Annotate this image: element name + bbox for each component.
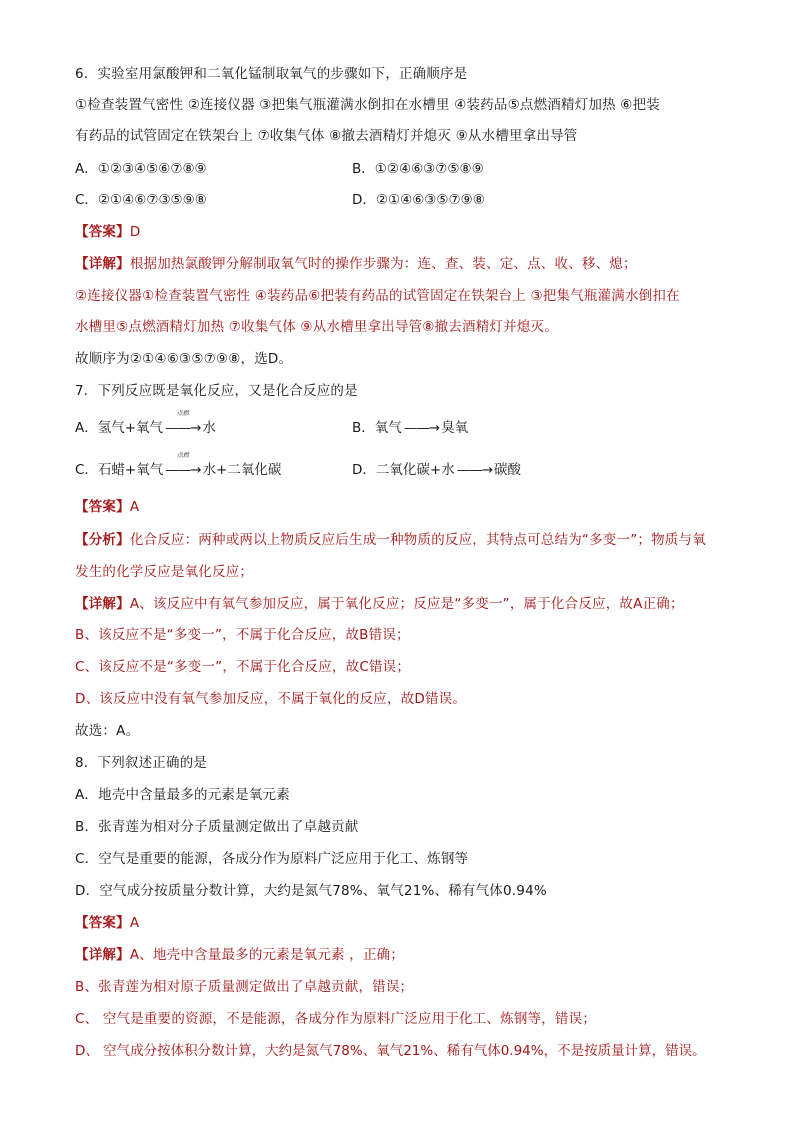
q8-detail-a-text: A、地壳中含量最多的元素是氧元素 ，正确； <box>129 947 405 963</box>
q7-option-c-arrow-glyph: ——→ <box>165 462 201 478</box>
q7-option-c-arrow <box>165 452 201 479</box>
q8-answer-tag: 【答案】 <box>75 915 130 931</box>
q6-stem: 6．实验室用氯酸钾和二氧化锰制取氧气的步骤如下，正确顺序是 <box>75 66 468 82</box>
q7-option-a-arrow-glyph: ——→ <box>165 420 201 436</box>
q6-detail-line3: 水槽里⑤点燃酒精灯加热 ⑦收集气体 ⑨从水槽里拿出导管⑧撤去酒精灯并熄灭。 <box>75 319 558 335</box>
q6-option-d: D．②①④⑥③⑤⑦⑨⑧ <box>352 192 485 208</box>
q7-option-b <box>352 419 468 437</box>
q6-answer-tag: 【答案】 <box>75 224 130 240</box>
q7-option-b-reactants: 氧气 <box>374 420 402 436</box>
q7-answer <box>75 498 139 516</box>
q7-option-d-label: D． <box>352 462 376 478</box>
q7-stem: 7．下列反应既是氧化反应，又是化合反应的是 <box>75 383 358 399</box>
q7-option-a-reactants: 氢气+氧气 <box>97 420 164 436</box>
q7-detail-b: B、该反应不是“多变一”，不属于化合反应，故B错误； <box>75 627 410 643</box>
q6-steps-line2: 有药品的试管固定在铁架台上 ⑦收集气体 ⑧撤去酒精灯并熄灭 ⑨从水槽里拿出导管 <box>75 128 578 144</box>
q7-option-b-label: B． <box>352 420 375 436</box>
q6-option-b: B．①②④⑥③⑦⑤⑧⑨ <box>352 161 484 177</box>
q7-option-d-arrow-glyph: ——→ <box>456 462 493 478</box>
q8-option-c: C．空气是重要的能源，各成分作为原料广泛应用于化工、炼钢等 <box>75 851 469 867</box>
q6-detail-line2: ②连接仪器①检查装置气密性 ④装药品⑥把装有药品的试管固定在铁架台上 ③把集气瓶灌满水倒扣在 <box>75 288 680 304</box>
q8-detail-b: B、张青莲为相对原子质量测定做出了卓越贡献，错误； <box>75 979 414 995</box>
q6-answer-value: D <box>129 224 141 240</box>
q7-detail-a-text: A、该反应中有氧气参加反应，属于氧化反应；反应是“多变一”，属于化合反应，故A正确； <box>129 596 684 612</box>
q7-conclusion: 故选：A。 <box>75 723 140 739</box>
q7-analysis-line1 <box>75 531 706 549</box>
q7-option-b-products: 臭氧 <box>441 420 469 436</box>
q7-analysis-text1: 化合反应：两种或两以上物质反应后生成一种物质的反应，其特点可总结为“多变一”；物质与氧 <box>129 532 706 548</box>
q7-option-d <box>352 461 521 479</box>
q7-option-c <box>75 452 282 479</box>
q8-answer-value: A <box>129 915 140 931</box>
q6-conclusion: 故顺序为②①④⑥③⑤⑦⑨⑧，选D。 <box>75 351 293 367</box>
q6-option-c: C．②①④⑥⑦③⑤⑨⑧ <box>75 192 207 208</box>
q7-detail-d: D、该反应中没有氧气参加反应，不属于氧化的反应，故D错误。 <box>75 691 467 707</box>
q8-stem: 8．下列叙述正确的是 <box>75 755 208 771</box>
q7-option-a <box>75 410 216 437</box>
q7-option-a-label: A． <box>75 420 98 436</box>
q8-option-a: A．地壳中含量最多的元素是氧元素 <box>75 787 290 803</box>
q8-option-b: B．张青莲为相对分子质量测定做出了卓越贡献 <box>75 819 359 835</box>
q6-detail-text1: 根据加热氯酸钾分解制取氧气时的操作步骤为：连、查、装、定、点、收、移、熄； <box>129 256 637 272</box>
q7-option-b-arrow-glyph: ——→ <box>403 420 440 436</box>
q7-analysis-tag: 【分析】 <box>75 532 130 548</box>
q8-answer <box>75 914 139 932</box>
q7-detail-tag: 【详解】 <box>75 596 130 612</box>
q8-detail-tag: 【详解】 <box>75 947 130 963</box>
q7-option-c-condition: 点燃 <box>176 452 189 459</box>
q8-detail-a <box>75 946 404 964</box>
q7-option-c-reactants: 石蜡+氧气 <box>97 462 164 478</box>
q7-option-c-products: 水+二氧化碳 <box>202 462 282 478</box>
q7-option-d-arrow <box>457 461 492 479</box>
q7-option-d-products: 碳酸 <box>494 462 522 478</box>
q7-option-a-products: 水 <box>202 420 216 436</box>
q8-detail-d: D、 空气成分按体积分数计算，大约是氮气78%、氧气21%、稀有气体0.94%，不是按质量计算，错误。 <box>75 1043 706 1059</box>
q8-option-d: D．空气成分按质量分数计算，大约是氮气78%、氧气21%、稀有气体0.94% <box>75 883 547 899</box>
q7-option-a-condition: 点燃 <box>176 410 189 417</box>
q7-answer-value: A <box>129 499 140 515</box>
q7-detail-a <box>75 595 684 613</box>
q6-detail-line1 <box>75 255 637 273</box>
q6-option-a: A．①②③④⑤⑥⑦⑧⑨ <box>75 161 207 177</box>
q7-detail-c: C、该反应不是“多变一”，不属于化合反应，故C错误； <box>75 659 411 675</box>
q6-steps-line1: ①检查装置气密性 ②连接仪器 ③把集气瓶灌满水倒扣在水槽里 ④装药品⑤点燃酒精灯加热 ⑥把装 <box>75 97 660 113</box>
q7-option-b-arrow <box>404 419 439 437</box>
q6-detail-tag: 【详解】 <box>75 256 130 272</box>
q7-option-c-label: C． <box>75 462 98 478</box>
q6-answer <box>75 223 140 241</box>
q7-option-a-arrow <box>165 410 201 437</box>
q7-option-d-reactants: 二氧化碳+水 <box>375 462 455 478</box>
q7-analysis-line2: 发生的化学反应是氧化反应； <box>75 564 254 580</box>
q7-answer-tag: 【答案】 <box>75 499 130 515</box>
q8-detail-c: C、 空气是重要的资源，不是能源，各成分作为原料广泛应用于化工、炼钢等，错误； <box>75 1011 597 1027</box>
